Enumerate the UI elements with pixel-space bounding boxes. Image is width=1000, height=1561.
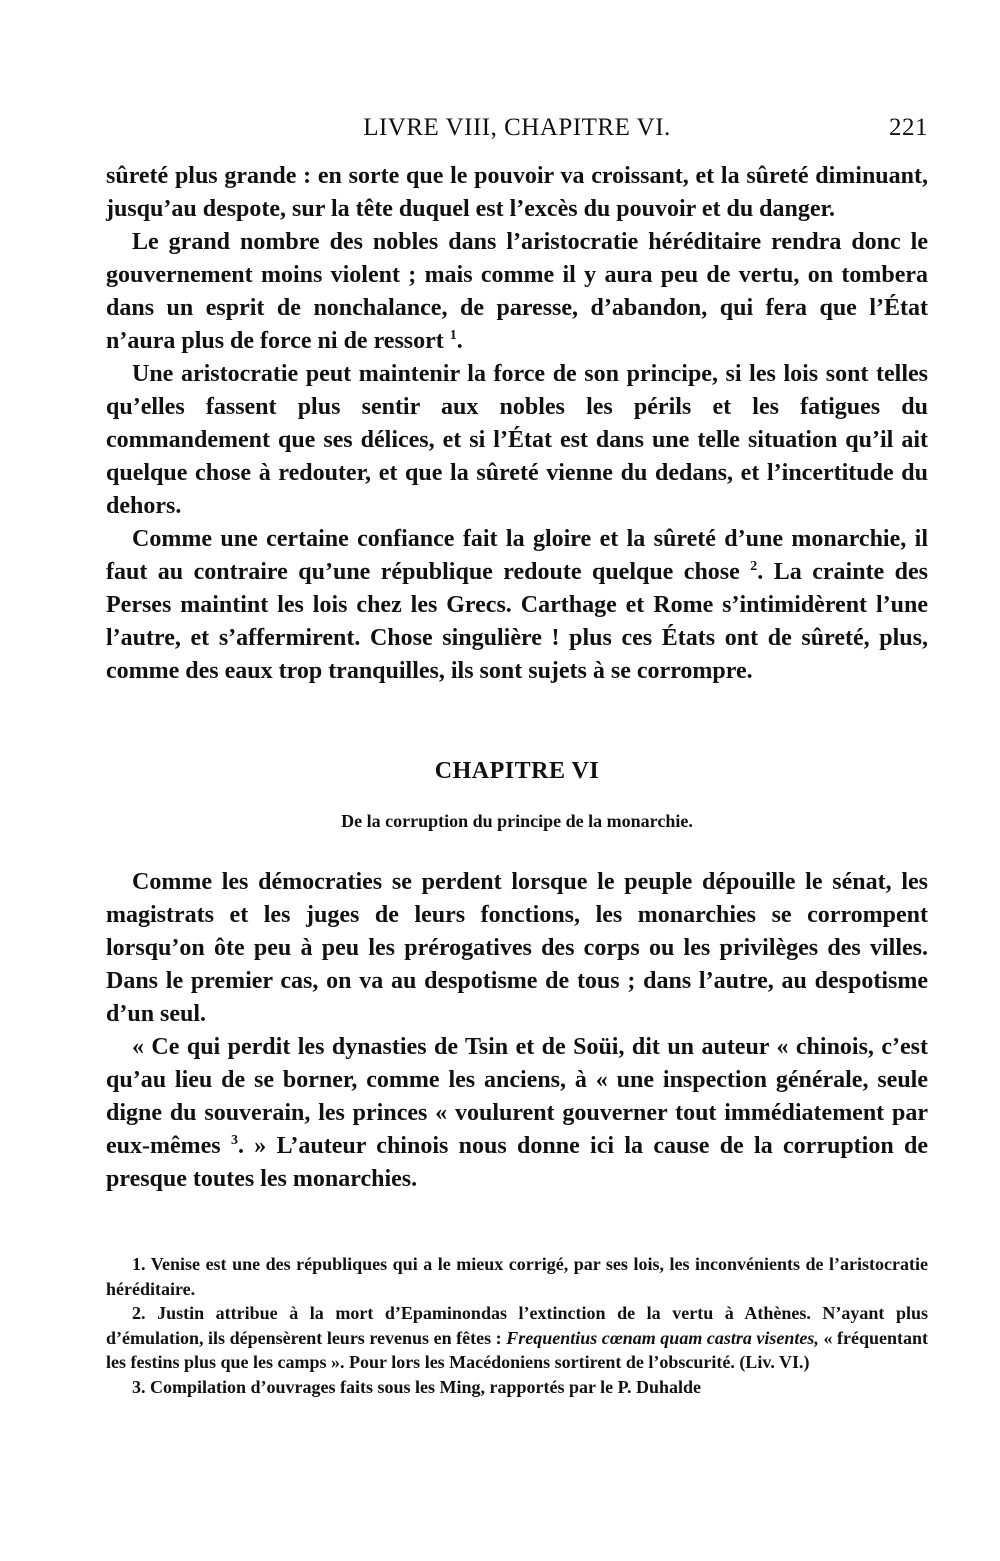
running-head [106,110,928,146]
paragraph-text: « Ce qui perdit les dynasties de Tsin et de Soüi, dit un auteur « chinois, c’est qu’au lieu de se borner, comme les anciens, à « une inspection générale, seule digne du souverain, les princes « voulurent gouverner tout immédiatement par eux-mêmes [106,1034,928,1159]
paragraph [106,226,928,358]
paragraph-text: . [456,328,463,354]
footnote-number: 2. [132,1303,146,1323]
footnote [106,1301,928,1375]
paragraph [106,866,928,1031]
paragraph [106,1031,928,1196]
footnote-text: Venise est une des républiques qui a le mieux corrigé, par ses lois, les inconvénients de l’aristocratie héréditaire. [106,1254,928,1299]
previous-chapter-text [106,160,928,688]
paragraph-text: sûreté plus grande : en sorte que le pouvoir va croissant, et la sûreté diminuant, jusqu’au despote, sur la tête duquel est l’excès du pouvoir et du danger. [106,163,928,222]
chapter-subtitle: De la corruption du principe de la monarchie. [341,811,693,831]
paragraph-text: Le grand nombre des nobles dans l’aristocratie héréditaire rendra donc le gouvernement moins violent ; mais comme il y aura peu de vertu, on tombera dans un esprit de nonchalance, de paresse, d’abandon, qui fera que l’État n’aura plus de force ni de ressort [106,229,928,354]
footnote-ref[interactable]: 2 [750,559,758,574]
paragraph [106,523,928,688]
running-head-title: LIVRE VIII, CHAPITRE VI. [363,114,671,141]
footnote [106,1375,928,1400]
page-number: 221 [889,114,928,141]
paragraph-text: Une aristocratie peut maintenir la force de son principe, si les lois sont telles qu’elles fassent plus sentir aux nobles les périls et les fatigues du commandement que ses délices, et si l’État est dans une telle situation qu’il ait quelque chose à redouter, et que la sûreté vienne du dedans, et l’incertitude du dehors. [106,361,928,519]
footnote-number: 3. [132,1376,146,1397]
paragraph-text: Comme une certaine confiance fait la gloire et la sûreté d’une monarchie, il faut au contraire qu’une république redoute quelque chose [106,526,928,585]
footnote-number: 1. [132,1254,146,1274]
paragraph [106,358,928,523]
footnote-text: Compilation d’ouvrages faits sous les Ming, rapportés par le P. Duhalde [150,1376,702,1397]
paragraph-text: . La crainte des Perses maintint les lois chez les Grecs. Carthage et Rome s’intimidèrent l’une l’autre, et s’affermirent. Chose singulière ! plus ces États ont de sûreté, plus, comme des eaux trop tranquilles, ils sont sujets à se corrompre. [106,559,929,684]
footnote-ref[interactable]: 1 [449,328,457,343]
book-page [106,110,928,1399]
paragraph-text: Comme les démocraties se perdent lorsque le peuple dépouille le sénat, les magistrats et les juges de leurs fonctions, les monarchies se corrompent lorsqu’on ôte peu à peu les prérogatives des corps ou les privilèges des villes. Dans le premier cas, on va au despotisme de tous ; dans l’autre, au despotisme d’un seul. [106,869,928,1027]
footnote [106,1252,928,1301]
latin-quote: Frequentius cœnam quam castra visentes, [506,1327,819,1348]
paragraph-text: . » L’auteur chinois nous donne ici la cause de la corruption de presque toutes les monarchies. [106,1133,929,1192]
chapter-text [106,866,928,1196]
footnote-ref[interactable]: 3 [230,1133,238,1148]
paragraph [106,160,928,226]
chapter-heading: CHAPITRE VI [434,758,600,784]
footnote-text: « fréquentant les festins plus que les camps ». Pour lors les Macédoniens sortirent de l’obscurité. (Liv. VI.) [106,1327,928,1372]
footnote-text: Justin attribue à la mort d’Epaminondas l’extinction de la vertu à Athènes. N’ayant plus d’émulation, ils dépensèrent leurs revenus en fêtes : [106,1303,929,1348]
footnotes [106,1252,928,1399]
